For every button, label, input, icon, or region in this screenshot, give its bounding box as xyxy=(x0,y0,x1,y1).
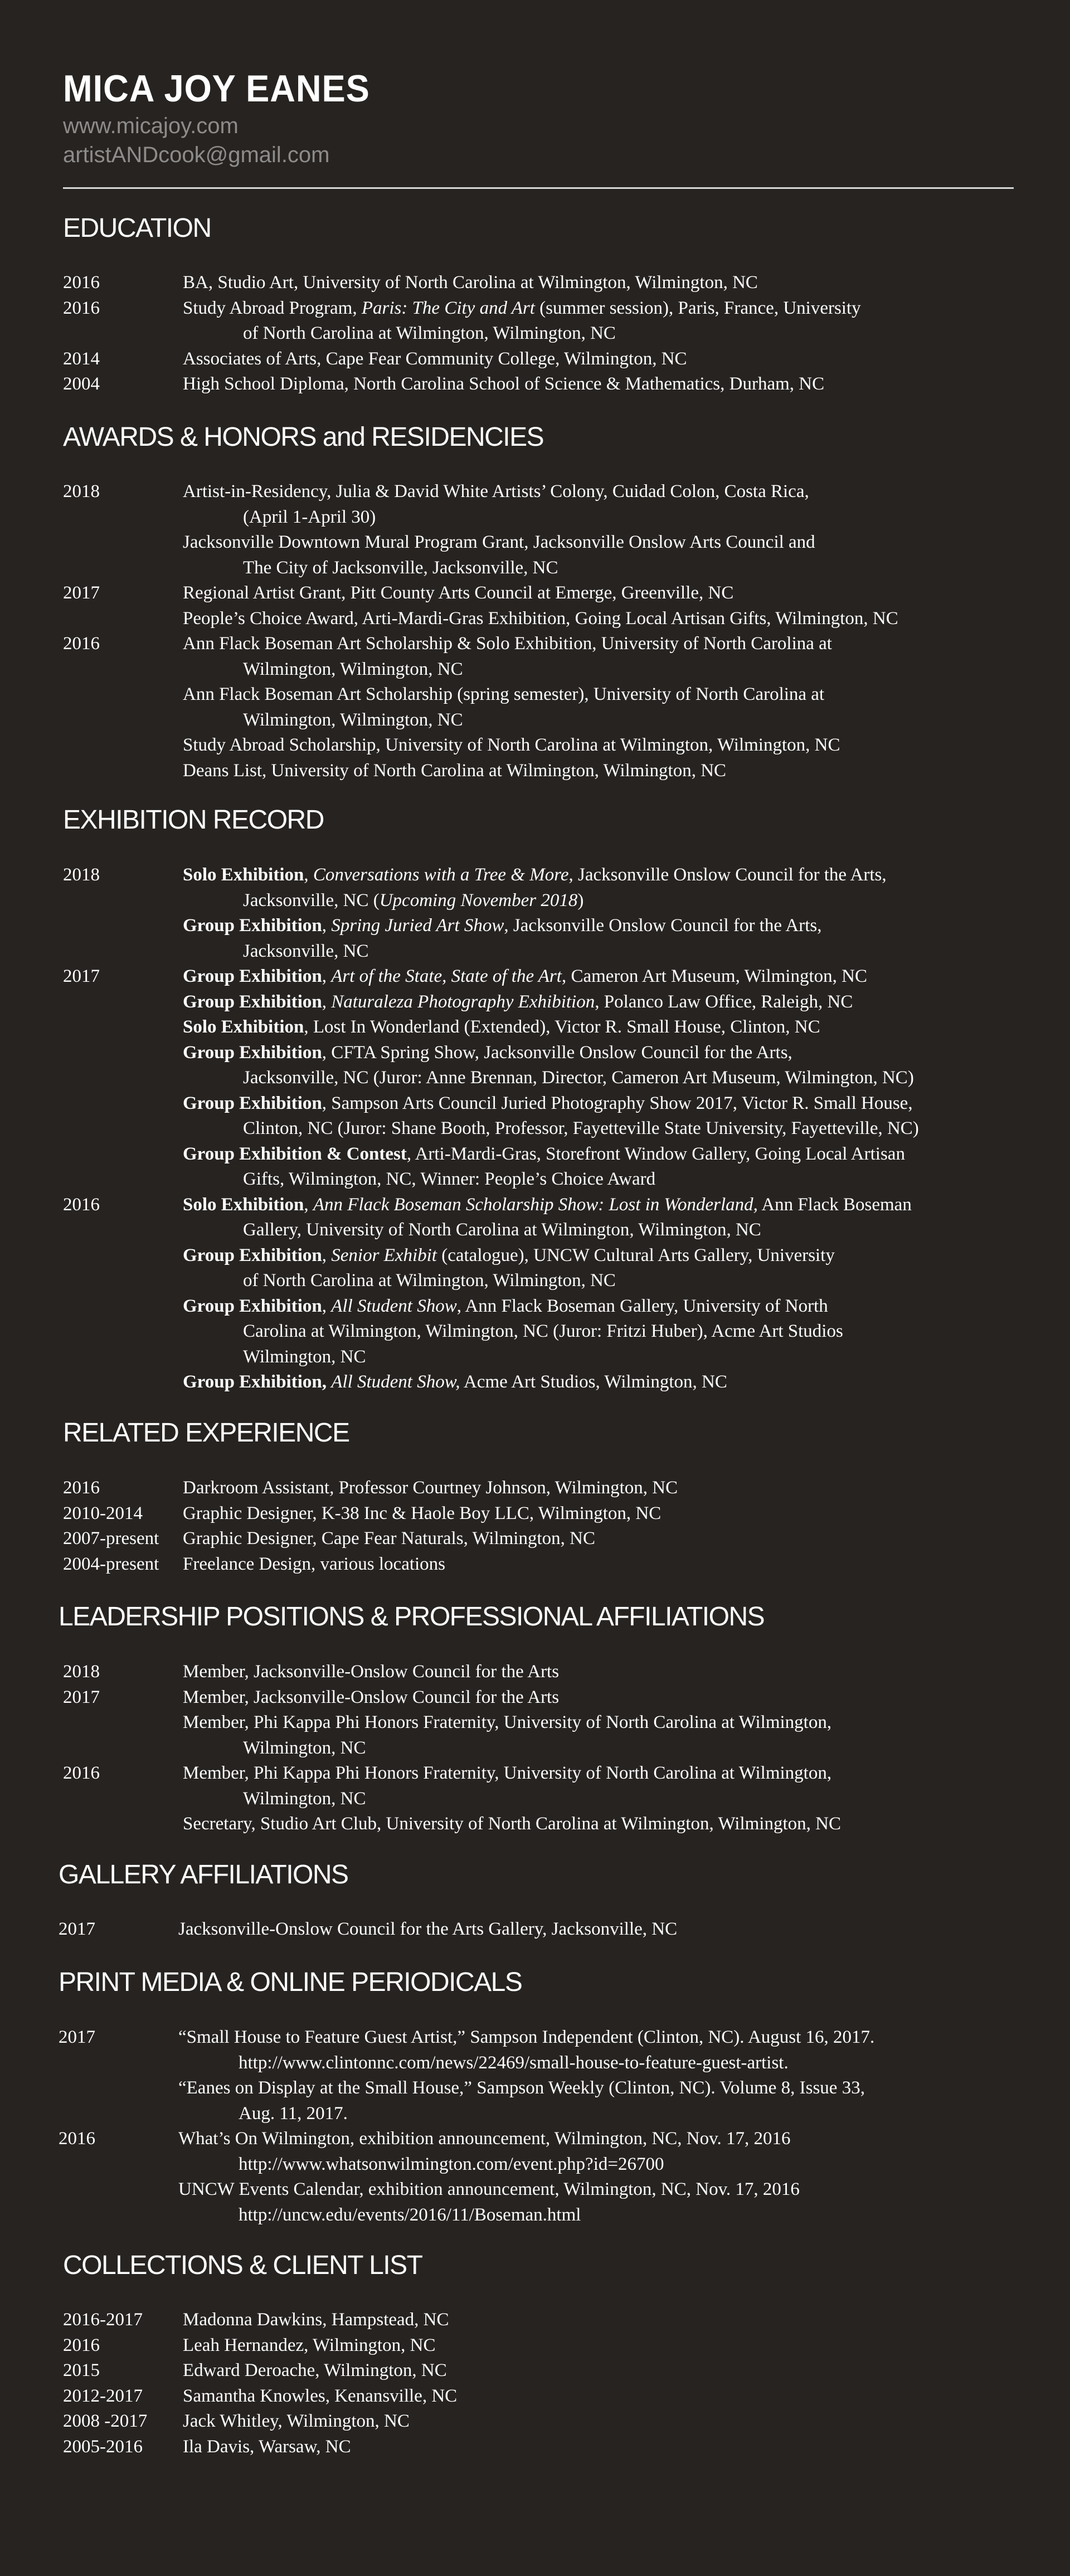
list-item: 2016 Study Abroad Program, Paris: The City and Art (summer session), Paris, France, University of North Carolina at Wilmington, Wilmington, NC xyxy=(63,298,861,343)
list-item: 2015 Edward Deroache, Wilmington, NC xyxy=(63,2360,447,2380)
list-item: Jacksonville Downtown Mural Program Grant, Jacksonville Onslow Arts Council and The City of Jacksonville, Jacksonville, NC xyxy=(183,532,815,578)
list-item: 2018 Member, Jacksonville-Onslow Council for the Arts xyxy=(63,1662,560,1682)
article-link[interactable]: http://uncw.edu/events/2016/11/Boseman.html xyxy=(239,2204,581,2225)
list-item: UNCW Events Calendar, exhibition announcement, Wilmington, NC, Nov. 17, 2016 http://uncw.edu/events/2016/11/Boseman.html xyxy=(59,2177,1070,2228)
list-item: 2010-2014 Graphic Designer, K-38 Inc & Haole Boy LLC, Wilmington, NC xyxy=(63,1503,662,1523)
section-title: GALLERY AFFILIATIONS xyxy=(59,1860,348,1890)
list-item: Deans List, University of North Carolina at Wilmington, Wilmington, NC xyxy=(183,760,727,781)
list-item: 2017 Member, Jacksonville-Onslow Council for the Arts xyxy=(63,1687,560,1707)
list-item: Secretary, Studio Art Club, University of North Carolina at Wilmington, Wilmington, NC xyxy=(183,1814,841,1834)
list-item: People’s Choice Award, Arti-Mardi-Gras Exhibition, Going Local Artisan Gifts, Wilmington, NC xyxy=(183,608,898,629)
email-link[interactable]: artistANDcook@gmail.com xyxy=(63,143,330,167)
list-item: 2016 Solo Exhibition, Ann Flack Boseman Scholarship Show: Lost in Wonderland, Ann Flack Boseman Gallery, University of North Carolina at Wilmington, Wilmington, NC xyxy=(63,1194,912,1240)
header-divider xyxy=(63,187,1014,189)
list-item: 2004 High School Diploma, North Carolina School of Science & Mathematics, Durham, NC xyxy=(63,374,825,394)
section-title: PRINT MEDIA & ONLINE PERIODICALS xyxy=(59,1968,522,1997)
list-item: Solo Exhibition, Lost In Wonderland (Extended), Victor R. Small House, Clinton, NC xyxy=(183,1017,820,1037)
list-item: 2017 Jacksonville-Onslow Council for the Arts Gallery, Jacksonville, NC xyxy=(59,1919,678,1939)
section-title: EDUCATION xyxy=(63,213,211,243)
list-item: Group Exhibition, Sampson Arts Council Juried Photography Show 2017, Victor R. Small House, Clinton, NC (Juror: Shane Booth, Professor, Fayetteville State University, Fayetteville, NC) xyxy=(183,1093,919,1138)
list-item: 2012-2017 Samantha Knowles, Kenansville, NC xyxy=(63,2385,458,2406)
list-item: 2016 Darkroom Assistant, Professor Courtney Johnson, Wilmington, NC xyxy=(63,1478,678,1498)
list-item: Group Exhibition, CFTA Spring Show, Jacksonville Onslow Council for the Arts, Jacksonville, NC (Juror: Anne Brennan, Director, Cameron Art Museum, Wilmington, NC) xyxy=(183,1042,914,1088)
list-item: Member, Phi Kappa Phi Honors Fraternity, University of North Carolina at Wilmington, Wilmington, NC xyxy=(183,1712,832,1758)
list-item: 2004-present Freelance Design, various locations xyxy=(63,1554,446,1574)
list-item: “Eanes on Display at the Small House,” Sampson Weekly (Clinton, NC). Volume 8, Issue 33, Aug. 11, 2017. xyxy=(178,2078,865,2124)
list-item: Group Exhibition, Senior Exhibit (catalogue), UNCW Cultural Arts Gallery, University of North Carolina at Wilmington, Wilmington, NC xyxy=(183,1245,835,1291)
section-title: AWARDS & HONORS and RESIDENCIES xyxy=(63,422,544,452)
list-item: 2016 What’s On Wilmington, exhibition announcement, Wilmington, NC, Nov. 17, 2016 http://www.whatsonwilmington.com/event.php?id=26700 xyxy=(59,2126,1070,2177)
artist-name: MICA JOY EANES xyxy=(63,67,370,110)
section-title: RELATED EXPERIENCE xyxy=(63,1418,349,1448)
list-item: Ann Flack Boseman Art Scholarship (spring semester), University of North Carolina at Wilmington, Wilmington, NC xyxy=(183,684,825,730)
list-item: 2017 Regional Artist Grant, Pitt County Arts Council at Emerge, Greenville, NC xyxy=(63,583,734,603)
list-item: 2008 -2017 Jack Whitley, Wilmington, NC xyxy=(63,2411,410,2431)
list-item: 2016 Member, Phi Kappa Phi Honors Fraternity, University of North Carolina at Wilmington, Wilmington, NC xyxy=(63,1763,832,1809)
list-item: 2005-2016 Ila Davis, Warsaw, NC xyxy=(63,2436,351,2457)
list-item: Group Exhibition & Contest, Arti-Mardi-Gras, Storefront Window Gallery, Going Local Artisan Gifts, Wilmington, NC, Winner: People’s Choice Award xyxy=(183,1143,905,1189)
list-item: 2017 Group Exhibition, Art of the State, State of the Art, Cameron Art Museum, Wilmington, NC xyxy=(63,966,867,986)
list-item: Group Exhibition, All Student Show, Acme Art Studios, Wilmington, NC xyxy=(183,1372,727,1392)
article-link[interactable]: http://www.clintonnc.com/news/22469/small-house-to-feature-guest-artist. xyxy=(239,2052,789,2073)
list-item: Group Exhibition, Naturaleza Photography Exhibition, Polanco Law Office, Raleigh, NC xyxy=(183,991,853,1012)
list-item: 2018 Solo Exhibition, Conversations with a Tree & More, Jacksonville Onslow Council for the Arts, Jacksonville, NC (Upcoming November 2018) xyxy=(63,865,887,910)
section-title: COLLECTIONS & CLIENT LIST xyxy=(63,2251,422,2280)
list-item: Study Abroad Scholarship, University of North Carolina at Wilmington, Wilmington, NC xyxy=(183,735,840,755)
list-item: 2016 Leah Hernandez, Wilmington, NC xyxy=(63,2335,436,2355)
section-title: EXHIBITION RECORD xyxy=(63,805,324,835)
list-item: 2016 BA, Studio Art, University of North Carolina at Wilmington, Wilmington, NC xyxy=(63,272,758,293)
list-item: Group Exhibition, Spring Juried Art Show, Jacksonville Onslow Council for the Arts, Jacksonville, NC xyxy=(183,916,822,961)
website-link[interactable]: www.micajoy.com xyxy=(63,114,239,138)
list-item: 2014 Associates of Arts, Cape Fear Community College, Wilmington, NC xyxy=(63,348,687,369)
resume-header xyxy=(63,66,1014,169)
list-item: 2007-present Graphic Designer, Cape Fear Naturals, Wilmington, NC xyxy=(63,1528,595,1548)
list-item: 2017 “Small House to Feature Guest Artist,” Sampson Independent (Clinton, NC). August 16, 2017. http://www.clintonnc.com/news/22469/small-house-to-feature-guest-artist. xyxy=(59,2025,1070,2076)
section-title: LEADERSHIP POSITIONS & PROFESSIONAL AFFILIATIONS xyxy=(59,1602,765,1632)
list-item: 2016 Ann Flack Boseman Art Scholarship & Solo Exhibition, University of North Carolina at Wilmington, Wilmington, NC xyxy=(63,634,832,679)
list-item: 2018 Artist-in-Residency, Julia & David White Artists’ Colony, Cuidad Colon, Costa Rica, (April 1-April 30) xyxy=(63,481,809,527)
list-item: Group Exhibition, All Student Show, Ann Flack Boseman Gallery, University of North Carolina at Wilmington, Wilmington, NC (Juror: Fritzi Huber), Acme Art Studios Wilmington, NC xyxy=(183,1296,843,1367)
article-link[interactable]: http://www.whatsonwilmington.com/event.php?id=26700 xyxy=(239,2154,664,2174)
list-item: 2016-2017 Madonna Dawkins, Hampstead, NC xyxy=(63,2310,449,2330)
